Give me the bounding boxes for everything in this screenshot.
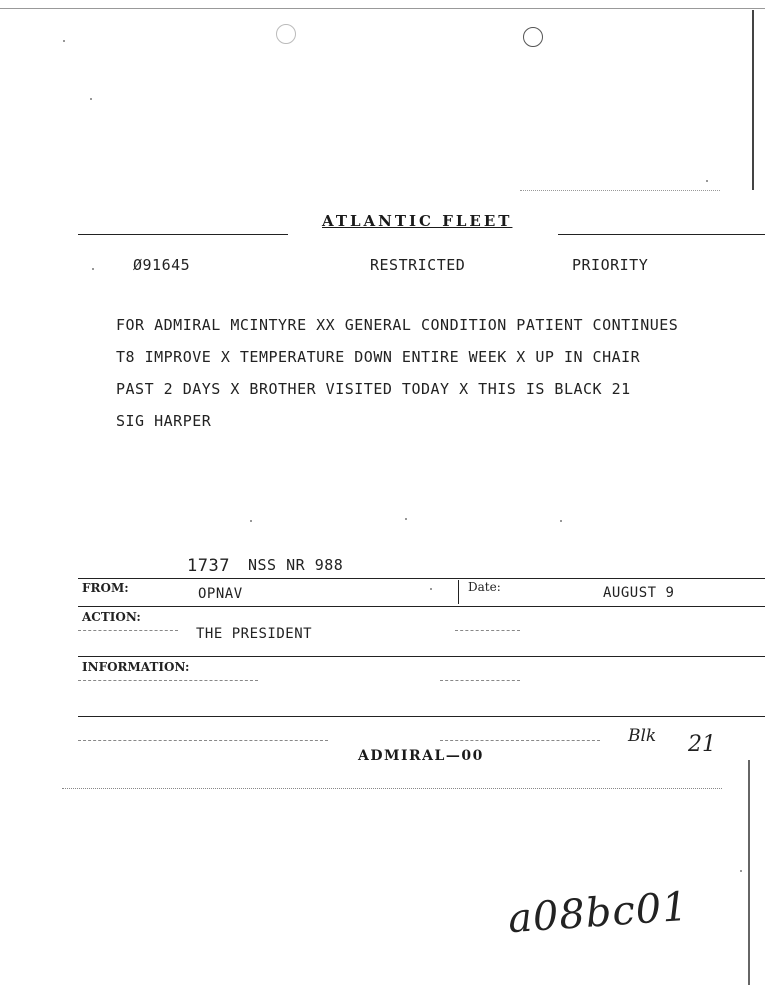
message-line-1: FOR ADMIRAL MCINTYRE XX GENERAL CONDITION PATIENT CONTINUES — [116, 316, 679, 334]
action-value: THE PRESIDENT — [196, 626, 313, 642]
transmission-time: 1737 — [187, 556, 230, 576]
message-line-2: T8 IMPROVE X TEMPERATURE DOWN ENTIRE WEEK X UP IN CHAIR — [116, 348, 641, 366]
message-line-3: PAST 2 DAYS X BROTHER VISITED TODAY X THIS IS BLACK 21 — [116, 380, 631, 398]
scan-speck — [250, 520, 252, 522]
information-dash-2 — [440, 680, 520, 681]
scan-speck — [430, 588, 432, 590]
station-reference: NSS NR 988 — [248, 556, 344, 574]
scan-speck — [92, 268, 94, 270]
punch-hole-right — [523, 27, 543, 47]
information-label: INFORMATION: — [82, 660, 190, 674]
from-label: FROM: — [82, 581, 129, 595]
scan-speck — [560, 520, 562, 522]
form-rule-3 — [78, 656, 765, 657]
from-value: OPNAV — [198, 586, 243, 602]
footer-code: ADMIRAL—00 — [358, 748, 484, 764]
punch-hole-left — [276, 24, 296, 44]
scan-speck — [740, 870, 742, 872]
date-value: AUGUST 9 — [603, 585, 675, 601]
scan-speck — [706, 180, 708, 182]
right-edge-shadow-lower — [748, 760, 750, 985]
form-rule-4 — [78, 716, 765, 717]
action-dash-right — [455, 630, 520, 631]
top-edge-line — [0, 8, 765, 9]
message-line-4: SIG HARPER — [116, 412, 212, 430]
information-dash-1 — [78, 680, 258, 681]
header-rule-left — [78, 234, 288, 235]
action-label: ACTION: — [82, 610, 141, 624]
handwritten-archive-number: a08bc01 — [506, 883, 691, 943]
scan-speck — [405, 518, 407, 520]
date-divider — [458, 580, 459, 604]
form-dash-6 — [440, 740, 600, 741]
header-rule-right — [558, 234, 765, 235]
handwritten-21: 21 — [688, 732, 716, 757]
action-underline — [78, 630, 178, 631]
handwritten-blk: Blk — [628, 726, 657, 746]
date-time-group: Ø91645 — [133, 256, 191, 274]
form-dash-5 — [78, 740, 328, 741]
footer-dotted-rule — [62, 788, 722, 789]
fleet-title: ATLANTIC FLEET — [322, 212, 513, 230]
header-dotted-rule — [520, 190, 720, 191]
form-rule-1 — [78, 578, 765, 579]
precedence-label: PRIORITY — [572, 256, 649, 274]
right-edge-shadow — [752, 10, 754, 190]
form-rule-2 — [78, 606, 765, 607]
date-label: Date: — [468, 580, 501, 594]
classification-label: RESTRICTED — [370, 256, 466, 274]
scan-speck — [63, 40, 65, 42]
scan-speck — [90, 98, 92, 100]
